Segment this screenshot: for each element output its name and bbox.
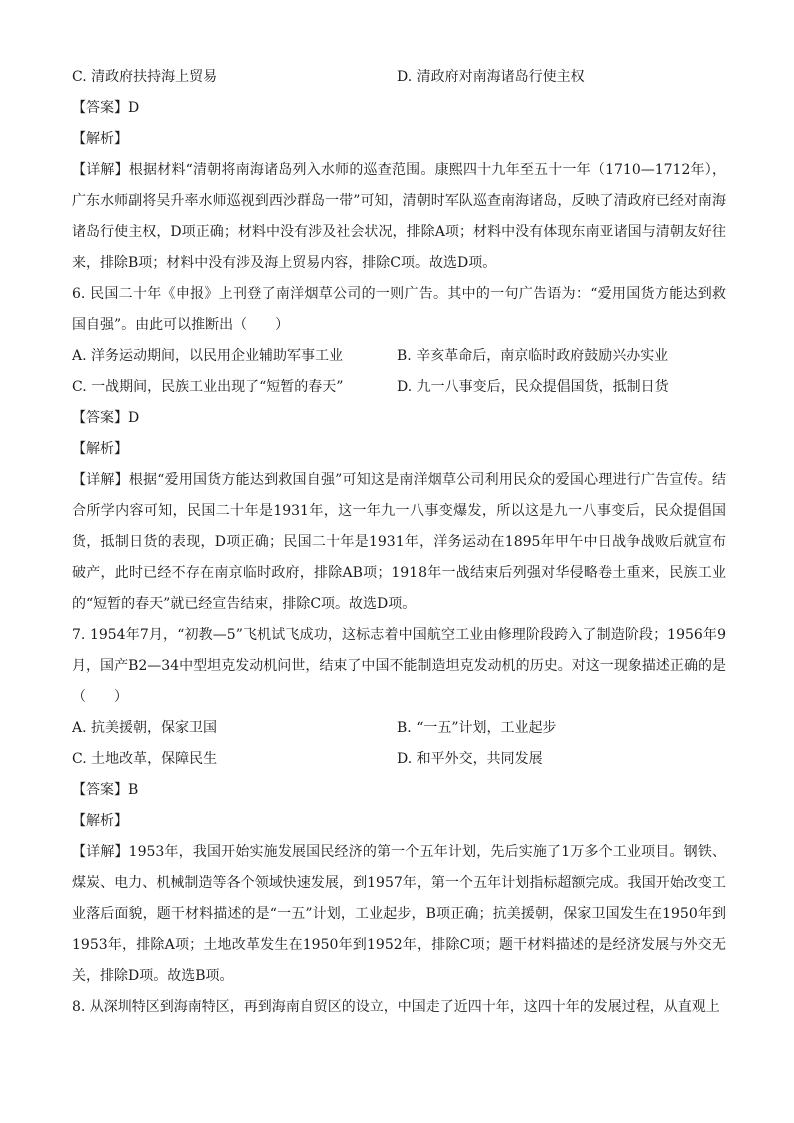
q5-option-d: D. 清政府对南海诸岛行使主权 [397, 69, 585, 85]
q6-answer: 【答案】D [72, 410, 140, 426]
q6-option-b: B. 辛亥革命后，南京临时政府鼓励兴办实业 [397, 348, 669, 364]
q6-options-row-cd [72, 372, 726, 403]
q6-options-row-ab [72, 341, 726, 372]
q5-options-row-cd [72, 62, 726, 93]
q7-option-d: D. 和平外交，共同发展 [397, 751, 543, 767]
q7-stem: 7. 1954年7月，“初教—5”飞机试飞成功，这标志着中国航空工业由修理阶段跨入了制造阶段；1956年9月，国产B2—34中型坦克发动机问世，结束了中国不能制造坦克发动机的历史。对这一现象描述正确的是（ ） [72, 627, 726, 705]
q5-detail: 【详解】根据材料“清朝将南海诸岛列入水师的巡查范围。康熙四十九年至五十一年（1710—1712年），广东水师副将吴升率水师巡视到西沙群岛一带”可知，清朝时军队巡查南海诸岛，反映了清政府已经对南海诸岛行使主权，D项正确；材料中没有涉及社会状况，排除A项；材料中没有体现东南亚诸国与清朝友好往来，排除B项；材料中没有涉及海上贸易内容，排除C项。故选D项。 [72, 162, 726, 271]
q7-option-c: C. 土地改革，保障民生 [72, 751, 218, 767]
q7-options-row-cd [72, 744, 726, 775]
q7-options-row-ab [72, 713, 726, 744]
q6-stem: 6. 民国二十年《申报》上刊登了南洋烟草公司的一则广告。其中的一句广告语为：“爱用国货方能达到救国自强”。由此可以推断出（ ） [72, 286, 726, 333]
q5-analysis-heading: 【解析】 [72, 131, 128, 147]
q7-option-b: B. “一五”计划，工业起步 [397, 720, 557, 736]
q7-answer: 【答案】B [72, 782, 139, 798]
q7-detail: 【详解】1953年，我国开始实施发展国民经济的第一个五年计划，先后实施了1万多个工业项目。钢铁、煤炭、电力、机械制造等各个领域快速发展，到1957年，第一个五年计划指标超额完成。我国开始改变工业落后面貌，题干材料描述的是“一五”计划，工业起步，B项正确；抗美援朝，保家卫国发生在1950年到1953年，排除A项；土地改革发生在1950年到1952年，排除C项；题干材料描述的是经济发展与外交无关，排除D项。故选B项。 [72, 844, 726, 984]
q6-option-a: A. 洋务运动期间，以民用企业辅助军事工业 [72, 348, 344, 364]
q5-answer: 【答案】D [72, 100, 140, 116]
q7-analysis-heading: 【解析】 [72, 813, 128, 829]
q5-option-c: C. 清政府扶持海上贸易 [72, 69, 218, 85]
q6-detail: 【详解】根据“爱用国货方能达到救国自强”可知这是南洋烟草公司利用民众的爱国心理进行广告宣传。结合所学内容可知，民国二十年是1931年，这一年九一八事变爆发，所以这是九一八事变后，民众提倡国货，抵制日货的表现，D项正确；民国二十年是1931年，洋务运动在1895年甲午中日战争战败后就宣布破产，此时已经不存在南京临时政府，排除AB项；1918年一战结束后列强对华侵略卷土重来，民族工业的“短暂的春天”就已经宣告结束，排除C项。故选D项。 [72, 472, 726, 612]
q6-option-d: D. 九一八事变后，民众提倡国货，抵制日货 [397, 379, 669, 395]
q8-stem: 8. 从深圳特区到海南特区，再到海南自贸区的设立，中国走了近四十年，这四十年的发展过程，从直观上 [72, 999, 720, 1015]
q6-analysis-heading: 【解析】 [72, 441, 128, 457]
q7-option-a: A. 抗美援朝，保家卫国 [72, 720, 218, 736]
q6-option-c: C. 一战期间，民族工业出现了“短暂的春天” [72, 379, 344, 395]
